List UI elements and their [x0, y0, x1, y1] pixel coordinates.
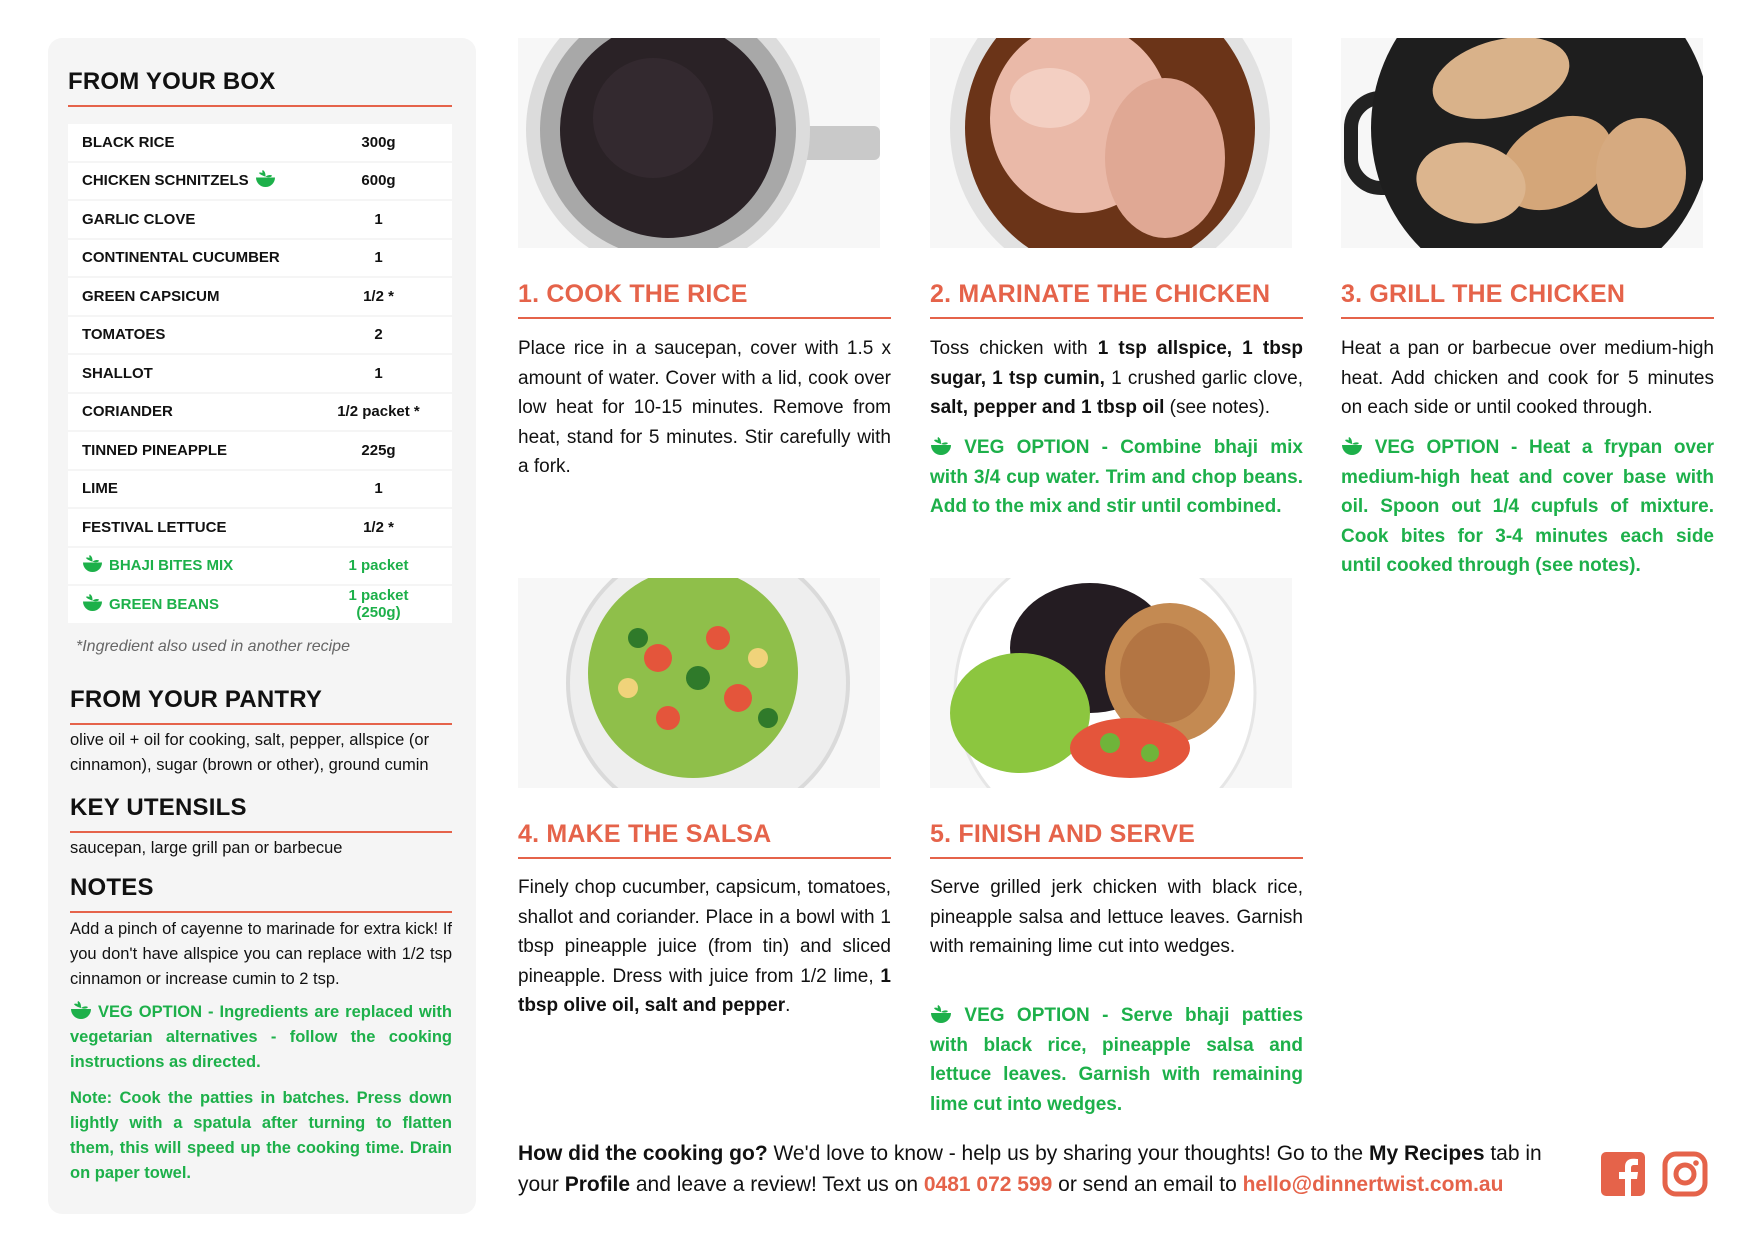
ingredient-qty: 1/2 * — [363, 287, 394, 305]
photo-grilled-chicken — [1341, 38, 1703, 248]
ingredient-qty: 1 packet — [348, 557, 409, 575]
ingredient-qty: 1 — [374, 364, 383, 382]
step3-title: 3. GRILL THE CHICKEN — [1341, 280, 1714, 319]
ingredient-qty: 1 — [374, 210, 383, 228]
ingredient-label: CHICKEN SCHNITZELS — [82, 172, 249, 190]
ingredient-row — [68, 240, 452, 279]
ingredient-qty: 225g — [361, 441, 396, 459]
ingredient-row — [68, 317, 452, 356]
ingredient-name — [68, 480, 333, 497]
veg-leaf-icon — [930, 1004, 952, 1024]
ingredient-name — [68, 442, 333, 459]
feedback-footer: How did the cooking go? We'd love to know - help us by sharing your thoughts! Go to the My Recipes tab in your Profile and leave a review! Text us on 0481 072 599 or send an email to hello@dinnertwist.com.au — [518, 1142, 1542, 1196]
notes-title: NOTES — [70, 874, 452, 913]
ingredient-row — [68, 432, 452, 471]
ingredient-row — [68, 201, 452, 240]
notes-text: Add a pinch of cayenne to marinade for extra kick! If you don't have allspice you can replace with 1/2 tsp cinnamon or increase cumin to 2 tsp. — [70, 920, 452, 988]
ingredient-qty: 600g — [361, 172, 396, 190]
ingredient-qty: 1 packet (250g) — [348, 587, 409, 622]
ingredient-row — [68, 355, 452, 394]
pantry-text: olive oil + oil for cooking, salt, pepper, allspice (or cinnamon), sugar (brown or other), ground cumin — [70, 731, 430, 774]
ingredient-name — [68, 169, 333, 192]
photo-finished-plate — [930, 578, 1292, 788]
ingredients-table — [68, 124, 452, 625]
ingredient-label: GARLIC CLOVE — [82, 210, 196, 228]
ingredient-name — [68, 211, 333, 228]
veg-leaf-icon — [82, 554, 103, 577]
veg-leaf-icon — [930, 436, 952, 456]
veg-leaf-icon — [70, 1000, 92, 1020]
step5-veg-option: VEG OPTION - Serve bhaji patties with black rice, pineapple salsa and lettuce leaves. Garnish with remaining lime cut into wedges. — [930, 1005, 1304, 1115]
utensils-title: KEY UTENSILS — [70, 794, 452, 833]
step4-text: Finely chop cucumber, capsicum, tomatoes, shallot and coriander. Place in a bowl with 1 tbsp pineapple juice (from tin) and sliced pineapple. Dress with juice from 1/2 lime, 1 tbsp olive oil, salt and pepper. — [518, 877, 891, 1016]
ingredient-label: BLACK RICE — [82, 133, 175, 151]
step3-veg-option: VEG OPTION - Heat a frypan over medium-high heat and cover base with oil. Spoon out 1/4 cupfuls of mixture. Cook bites for 3-4 minutes each side until cooked through (see notes). — [1341, 437, 1714, 576]
ingredient-label: GREEN CAPSICUM — [82, 287, 220, 305]
ingredient-qty: 1 — [374, 480, 383, 498]
ingredient-name — [68, 134, 333, 151]
ingredient-qty: 1/2 packet * — [337, 403, 420, 421]
ingredient-row — [68, 471, 452, 510]
ingredient-name — [68, 403, 333, 420]
ingredient-label: BHAJI BITES MIX — [109, 557, 234, 575]
photo-marinated-chicken — [930, 38, 1292, 248]
facebook-icon[interactable] — [1600, 1151, 1646, 1197]
step2-text: Toss chicken with 1 tsp allspice, 1 tbsp sugar, 1 tsp cumin, 1 crushed garlic clove, salt, pepper and 1 tbsp oil (see notes). — [930, 338, 1303, 418]
phone-link[interactable]: 0481 072 599 — [923, 1173, 1053, 1196]
box-title: FROM YOUR BOX — [68, 68, 452, 107]
ingredient-name — [68, 365, 333, 382]
step1-title: 1. COOK THE RICE — [518, 280, 891, 319]
ingredient-row — [68, 509, 452, 548]
step1-text: Place rice in a saucepan, cover with 1.5 x amount of water. Cover with a lid, cook over low heat for 10-15 minutes. Remove from heat, stand for 5 minutes. Stir carefully with a fork. — [518, 338, 891, 477]
step2-title: 2. MARINATE THE CHICKEN — [930, 280, 1303, 319]
instagram-icon[interactable] — [1662, 1151, 1708, 1197]
ingredient-label: TINNED PINEAPPLE — [82, 441, 228, 459]
photo-rice-strainer — [518, 38, 880, 248]
ingredient-name — [68, 519, 333, 536]
ingredient-label: FESTIVAL LETTUCE — [82, 518, 227, 536]
notes-veg-option: VEG OPTION - Ingredients are replaced with vegetarian alternatives - follow the cooking instructions as directed. — [70, 1000, 452, 1075]
ingredient-label: CORIANDER — [82, 403, 173, 421]
step2-veg-option: VEG OPTION - Combine bhaji mix with 3/4 cup water. Trim and chop beans. Add to the mix and stir until combined. — [930, 437, 1303, 517]
step5-text: Serve grilled jerk chicken with black rice, pineapple salsa and lettuce leaves. Garnish with remaining lime cut into wedges. — [930, 877, 1303, 957]
ingredient-name — [68, 554, 333, 577]
ingredient-label: GREEN BEANS — [109, 595, 220, 613]
ingredient-row — [68, 586, 452, 625]
step4-title: 4. MAKE THE SALSA — [518, 820, 891, 859]
step3-text: Heat a pan or barbecue over medium-high heat. Add chicken and cook for 5 minutes on each side or until cooked through. — [1341, 338, 1714, 418]
notes-batch: Note: Cook the patties in batches. Press down lightly with a spatula after turning to flatten them, this will speed up the cooking time. Drain on paper towel. — [70, 1089, 452, 1182]
ingredient-qty: 300g — [361, 133, 396, 151]
ingredient-qty: 2 — [374, 326, 383, 344]
ingredient-row — [68, 124, 452, 163]
step5-title: 5. FINISH AND SERVE — [930, 820, 1303, 859]
ingredient-label: CONTINENTAL CUCUMBER — [82, 249, 280, 267]
ingredient-name — [68, 288, 333, 305]
ingredient-row — [68, 163, 452, 202]
ingredient-label: SHALLOT — [82, 364, 153, 382]
ingredient-label: TOMATOES — [82, 326, 166, 344]
veg-leaf-icon — [82, 593, 103, 616]
ingredient-label: LIME — [82, 480, 118, 498]
ingredient-name — [68, 593, 333, 616]
ingredient-row — [68, 548, 452, 587]
utensils-text: saucepan, large grill pan or barbecue — [70, 839, 343, 857]
veg-leaf-icon — [1341, 436, 1363, 456]
pantry-title: FROM YOUR PANTRY — [70, 686, 452, 725]
veg-leaf-icon — [255, 169, 276, 192]
ingredient-qty: 1 — [374, 249, 383, 267]
ingredient-footnote: *Ingredient also used in another recipe — [76, 638, 350, 655]
email-link[interactable]: hello@dinnertwist.com.au — [1242, 1173, 1504, 1196]
ingredient-row — [68, 394, 452, 433]
photo-salsa-bowl — [518, 578, 880, 788]
ingredient-name — [68, 326, 333, 343]
sidebar-panel — [48, 38, 476, 1214]
ingredient-row — [68, 278, 452, 317]
ingredient-qty: 1/2 * — [363, 518, 394, 536]
ingredient-name — [68, 249, 333, 266]
